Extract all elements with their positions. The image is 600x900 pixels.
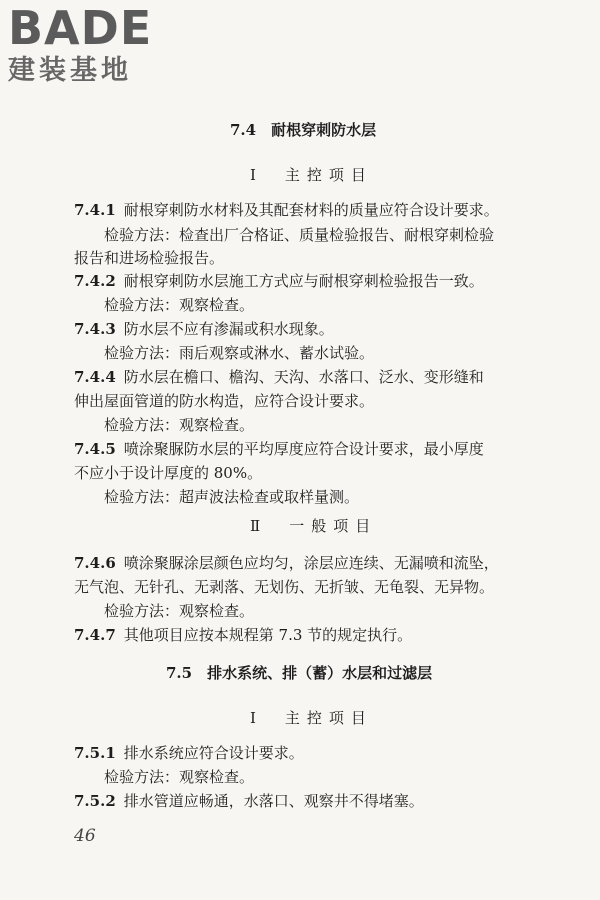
clause-7-4-6 — [74, 553, 499, 573]
clause-text: 排水系统应符合设计要求。 — [123, 744, 304, 762]
inspection-method: 检验方法：超声波法检查或取样量测。 — [104, 488, 360, 506]
inspection-method: 检验方法：观察检查。 — [104, 416, 255, 434]
clause-7-5-2 — [74, 791, 424, 811]
inspection-method: 检验方法：雨后观察或淋水、蓄水试验。 — [104, 344, 375, 362]
clause-text: 防水层不应有渗漏或积水现象。 — [123, 320, 334, 338]
inspection-method: 检验方法：观察检查。 — [104, 296, 255, 314]
clause-7-5-1 — [74, 743, 304, 763]
clause-text-cont: 无气泡、无针孔、无剥落、无划伤、无折皱、无龟裂、无异物。 — [74, 578, 495, 596]
clause-text: 耐根穿刺防水材料及其配套材料的质量应符合设计要求。 — [123, 201, 499, 219]
clause-text: 防水层在檐口、檐沟、天沟、水落口、泛水、变形缝和 — [123, 368, 484, 386]
clause-7-4-7 — [74, 625, 412, 645]
clause-number: 7.4.2 — [74, 272, 116, 290]
clause-text: 排水管道应畅通，水落口、观察井不得堵塞。 — [123, 792, 424, 810]
logo-wordmark: BADE — [8, 1, 153, 55]
clause-number: 7.5.1 — [74, 744, 116, 762]
clause-text: 喷涂聚脲防水层的平均厚度应符合设计要求，最小厚度 — [123, 440, 484, 458]
inspection-method-cont: 报告和进场检验报告。 — [74, 249, 225, 267]
general-items-heading: Ⅱ 一般项目 — [250, 517, 378, 535]
clause-text-cont: 不应小于设计厚度的 80%。 — [74, 464, 263, 482]
section-7-5-title: 7.5 排水系统、排（蓄）水层和过滤层 — [166, 664, 433, 682]
clause-number: 7.4.6 — [74, 554, 116, 572]
clause-number: 7.4.5 — [74, 440, 116, 458]
clause-text: 喷涂聚脲涂层颜色应均匀，涂层应连续、无漏喷和流坠， — [123, 554, 499, 572]
main-items-heading: Ⅰ 主控项目 — [250, 709, 373, 727]
main-items-heading: Ⅰ 主控项目 — [250, 166, 373, 184]
bade-logo — [8, 1, 178, 90]
clause-number: 7.4.1 — [74, 201, 116, 219]
page-number: 46 — [74, 826, 96, 846]
logo-subtitle: 建装基地 — [8, 55, 132, 86]
clause-text: 其他项目应按本规程第 7.3 节的规定执行。 — [123, 626, 413, 644]
clause-7-4-1 — [74, 200, 499, 220]
clause-text-cont: 伸出屋面管道的防水构造，应符合设计要求。 — [74, 392, 375, 410]
clause-7-4-2 — [74, 271, 484, 291]
inspection-method: 检验方法：观察检查。 — [104, 768, 255, 786]
clause-number: 7.4.7 — [74, 626, 116, 644]
clause-7-4-3 — [74, 319, 334, 339]
clause-number: 7.4.3 — [74, 320, 116, 338]
section-7-4-title: 7.4 耐根穿刺防水层 — [230, 121, 377, 139]
clause-7-4-4 — [74, 367, 484, 387]
clause-7-4-5 — [74, 439, 484, 459]
clause-number: 7.4.4 — [74, 368, 116, 386]
inspection-method: 检验方法：检查出厂合格证、质量检验报告、耐根穿刺检验 — [104, 226, 495, 244]
inspection-method: 检验方法：观察检查。 — [104, 602, 255, 620]
clause-text: 耐根穿刺防水层施工方式应与耐根穿刺检验报告一致。 — [123, 272, 484, 290]
clause-number: 7.5.2 — [74, 792, 116, 810]
